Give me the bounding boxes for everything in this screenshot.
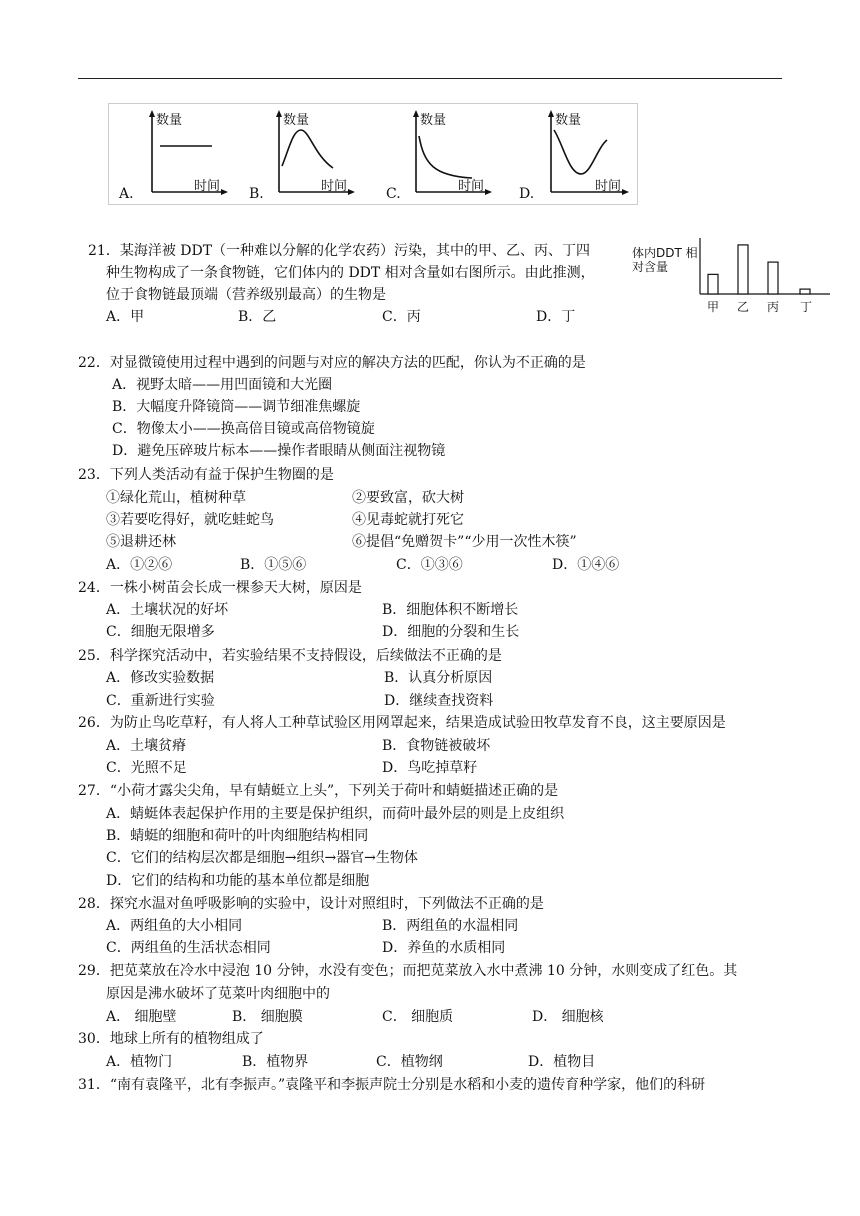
- q30-option-d: D．植物目: [528, 1054, 596, 1070]
- q29-option-d: D． 细胞核: [532, 1009, 604, 1025]
- q23-option-b: B．①⑤⑥: [240, 557, 307, 573]
- q23-stem: 23．下列人类活动有益于保护生物圈的是: [78, 467, 334, 483]
- q25-option-d: D．继续查找资料: [384, 693, 494, 709]
- ddt-category-yi: 乙: [737, 300, 750, 314]
- ddt-bar-2: [768, 262, 778, 294]
- graph-b-plot: [249, 104, 379, 204]
- q30-option-b: B．植物界: [242, 1054, 309, 1070]
- q24-option-b: B．细胞体积不断增长: [382, 602, 519, 618]
- ddt-category-ding: 丁: [800, 300, 813, 314]
- q30-stem: 30．地球上所有的植物组成了: [78, 1031, 264, 1047]
- graph-b-ylabel: 数量: [283, 113, 310, 128]
- graph-d: [517, 104, 647, 204]
- q29-option-b: B． 细胞膜: [232, 1009, 303, 1025]
- q27-option-d: D．它们的结构和功能的基本单位都是细胞: [106, 873, 370, 889]
- q28-option-b: B．两组鱼的水温相同: [382, 918, 519, 934]
- q30-option-c: C．植物纲: [376, 1054, 443, 1070]
- graph-d-option: D.: [519, 186, 535, 202]
- q22-stem: 22．对显微镜使用过程中遇到的问题与对应的解决方法的匹配，你认为不正确的是: [78, 355, 586, 371]
- graph-a: [114, 104, 244, 204]
- graph-a-option: A.: [119, 186, 134, 202]
- q21-line-3: 位于食物链最顶端（营养级别最高）的生物是: [106, 287, 386, 303]
- q27-stem: 27．“小荷才露尖尖角，早有蜻蜓立上头”，下列关于荷叶和蜻蜓描述正确的是: [78, 783, 559, 799]
- q23-item-4: ④见毒蛇就打死它: [352, 512, 464, 528]
- graph-b: [249, 104, 379, 204]
- ddt-plot: [630, 236, 830, 298]
- q23-item-1: ①绿化荒山，植树种草: [106, 490, 246, 506]
- q22-option-c: C．物像太小——换高倍目镜或高倍物镜旋: [112, 421, 375, 437]
- q26-option-b: B．食物链被破坏: [382, 738, 491, 754]
- q31-stem: 31．“南有袁隆平，北有李振声。”袁隆平和李振声院士分别是水稻和小麦的遗传育种学家，他们的科研: [78, 1077, 706, 1093]
- q26-option-d: D．鸟吃掉草籽: [382, 760, 478, 776]
- q24-option-d: D．细胞的分裂和生长: [382, 624, 520, 640]
- graph-a-ylabel: 数量: [156, 113, 183, 128]
- graph-c-ylabel: 数量: [420, 113, 447, 128]
- graph-d-ylabel: 数量: [555, 113, 582, 128]
- ddt-category-jia: 甲: [707, 300, 720, 314]
- q23-option-a: A．①②⑥: [106, 557, 173, 573]
- header-rule: [78, 78, 782, 79]
- ddt-bar-1: [738, 245, 748, 294]
- q21-option-d: D．丁: [536, 309, 576, 325]
- q22-option-d: D．避免压碎玻片标本——操作者眼睛从侧面注视物镜: [112, 443, 446, 459]
- ddt-bar-0: [708, 274, 718, 294]
- q25-stem: 25．科学探究活动中，若实验结果不支持假设，后续做法不正确的是: [78, 648, 502, 664]
- q21-option-c: C．丙: [382, 309, 421, 325]
- ddt-bar-chart: [630, 236, 830, 316]
- q23-item-3: ③若要吃得好，就吃蛙蛇鸟: [106, 512, 274, 528]
- q23-option-c: C．①③⑥: [396, 557, 463, 573]
- q24-option-c: C．细胞无限增多: [106, 624, 215, 640]
- ddt-chart-ylabel: 体内DDT 相对含量: [632, 246, 698, 274]
- q28-option-d: D．养鱼的水质相同: [382, 940, 506, 956]
- q24-option-a: A．土壤状况的好坏: [106, 602, 229, 618]
- q27-option-c: C．它们的结构层次都是细胞→组织→器官→生物体: [106, 850, 418, 866]
- q28-option-c: C．两组鱼的生活状态相同: [106, 940, 271, 956]
- ddt-category-bing: 丙: [767, 300, 780, 314]
- q23-option-d: D．①④⑥: [552, 557, 620, 573]
- q25-option-a: A．修改实验数据: [106, 670, 215, 686]
- population-graphs-figure: [108, 103, 638, 205]
- q21-option-b: B．乙: [238, 309, 277, 325]
- q26-stem: 26．为防止鸟吃草籽，有人将人工种草试验区用网罩起来，结果造成试验田牧草发育不良，这主要原因是: [78, 715, 726, 731]
- q23-item-6: ⑥提倡“免赠贺卡”“少用一次性木筷”: [352, 534, 577, 550]
- q23-item-2: ②要致富，砍大树: [352, 490, 464, 506]
- q24-stem: 24．一株小树苗会长成一棵参天大树，原因是: [78, 580, 362, 596]
- q27-option-a: A．蜻蜓体表起保护作用的主要是保护组织，而荷叶最外层的则是上皮组织: [106, 806, 565, 822]
- graph-b-option: B.: [249, 186, 264, 202]
- curve-fall-rise: [554, 130, 607, 174]
- graph-d-xlabel: 时间: [595, 179, 622, 194]
- graph-c-option: C.: [386, 186, 401, 202]
- q28-stem: 28．探究水温对鱼呼吸影响的实验中，设计对照组时，下列做法不正确的是: [78, 896, 544, 912]
- q22-option-a: A．视野太暗——用凹面镜和大光圈: [112, 377, 333, 393]
- q27-option-b: B．蜻蜓的细胞和荷叶的叶肉细胞结构相同: [106, 828, 369, 844]
- q21-line-2: 种生物构成了一条食物链，它们体内的 DDT 相对含量如右图所示。由此推测，: [106, 265, 595, 281]
- q29-line-1: 29．把苋菜放在冷水中浸泡 10 分钟，水没有变色；而把苋菜放入水中煮沸 10 分钟，水则变成了红色。其: [78, 963, 738, 979]
- q25-option-b: B．认真分析原因: [384, 670, 493, 686]
- q23-item-5: ⑤退耕还林: [106, 534, 176, 550]
- q30-option-a: A．植物门: [106, 1054, 173, 1070]
- curve-decay: [419, 136, 472, 178]
- q29-option-c: C． 细胞质: [382, 1009, 454, 1025]
- q26-option-a: A．土壤贫瘠: [106, 738, 187, 754]
- graph-c-xlabel: 时间: [458, 179, 485, 194]
- curve-rise-fall: [282, 130, 333, 168]
- q22-option-b: B．大幅度升降镜筒——调节细准焦螺旋: [112, 399, 361, 415]
- graph-c: [384, 104, 514, 204]
- q29-option-a: A． 细胞壁: [106, 1009, 177, 1025]
- graph-b-xlabel: 时间: [321, 179, 348, 194]
- q28-option-a: A．两组鱼的大小相同: [106, 918, 243, 934]
- ddt-bar-3: [800, 289, 810, 294]
- graph-a-xlabel: 时间: [194, 179, 221, 194]
- q21-option-a: A．甲: [106, 309, 145, 325]
- q26-option-c: C．光照不足: [106, 760, 187, 776]
- graph-c-plot: [384, 104, 514, 204]
- q25-option-c: C．重新进行实验: [106, 693, 215, 709]
- q21-line-1: 21．某海洋被 DDT（一种难以分解的化学农药）污染，其中的甲、乙、丙、丁四: [88, 243, 591, 259]
- q29-line-2: 原因是沸水破坏了苋菜叶肉细胞中的: [106, 986, 330, 1002]
- graph-d-plot: [517, 104, 647, 204]
